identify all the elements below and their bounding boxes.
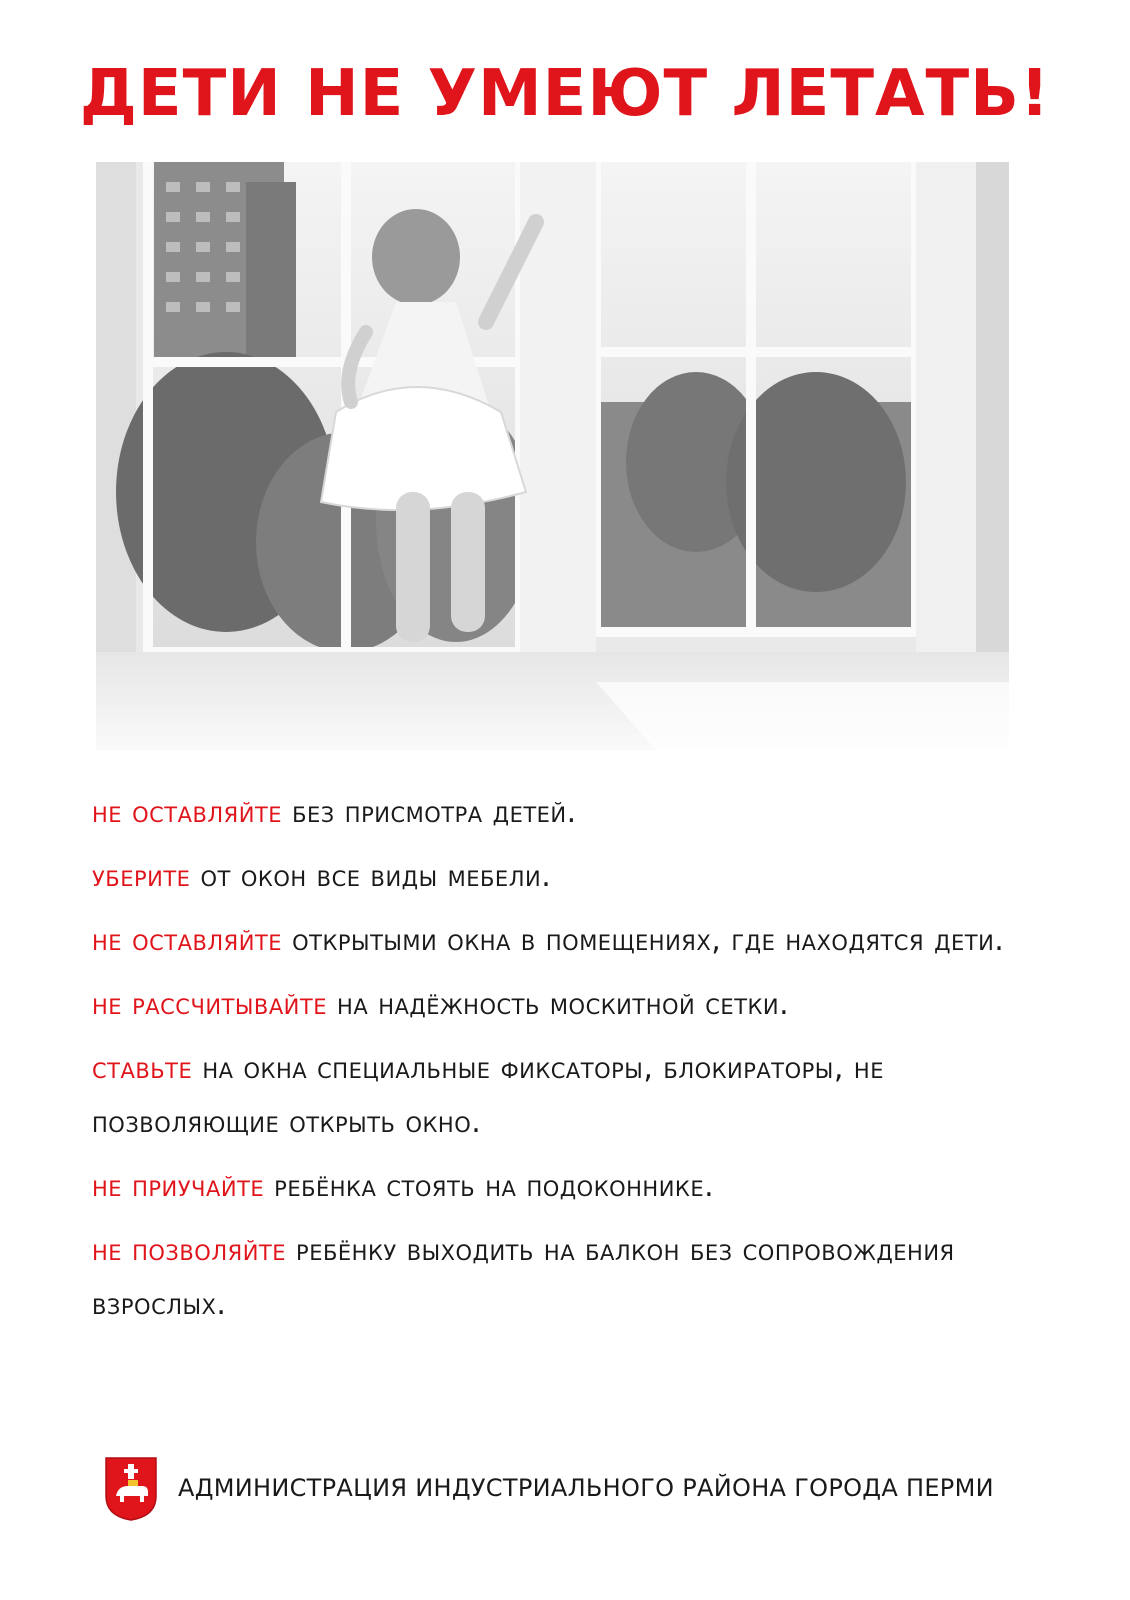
footer [104, 1456, 1064, 1526]
rule-highlight: ставьте [92, 1051, 193, 1086]
rule-item [92, 1160, 1062, 1214]
rule-text: от окон все виды мебели. [190, 859, 552, 894]
rule-highlight: не позволяйте [92, 1233, 287, 1268]
perm-coat-of-arms-icon [104, 1456, 158, 1522]
rule-text: ребёнка стоять на подоконнике. [264, 1169, 715, 1204]
rule-item [92, 786, 1062, 840]
rule-text: на надёжность москитной сетки. [327, 987, 790, 1022]
child-at-window-photo [96, 162, 1009, 750]
page-title: ДЕТИ НЕ УМЕЮТ ЛЕТАТЬ! [79, 57, 1051, 131]
rule-highlight: не рассчитывайте [92, 987, 327, 1022]
rule-item [92, 914, 1062, 968]
rule-highlight: уберите [92, 859, 191, 894]
rule-text: открытыми окна в помещениях, где находятся дети. [282, 923, 1005, 958]
rule-highlight: не оставляйте [92, 795, 283, 830]
rule-item [92, 1042, 1062, 1150]
rule-item [92, 1224, 1062, 1332]
safety-rules-list [92, 786, 1062, 1342]
rule-text: ребёнку выходить на балкон без сопровождения взрослых. [92, 1233, 955, 1322]
rule-text: без присмотра детей. [282, 795, 577, 830]
rule-highlight: не оставляйте [92, 923, 283, 958]
footer-organization-text: АДМИНИСТРАЦИЯ ИНДУСТРИАЛЬНОГО РАЙОНА ГОРОДА ПЕРМИ [178, 1474, 994, 1502]
rule-text: на окна специальные фиксаторы, блокираторы, не позволяющие открыть окно. [92, 1051, 884, 1140]
rule-item [92, 850, 1062, 904]
rule-highlight: не приучайте [92, 1169, 265, 1204]
rule-item [92, 978, 1062, 1032]
